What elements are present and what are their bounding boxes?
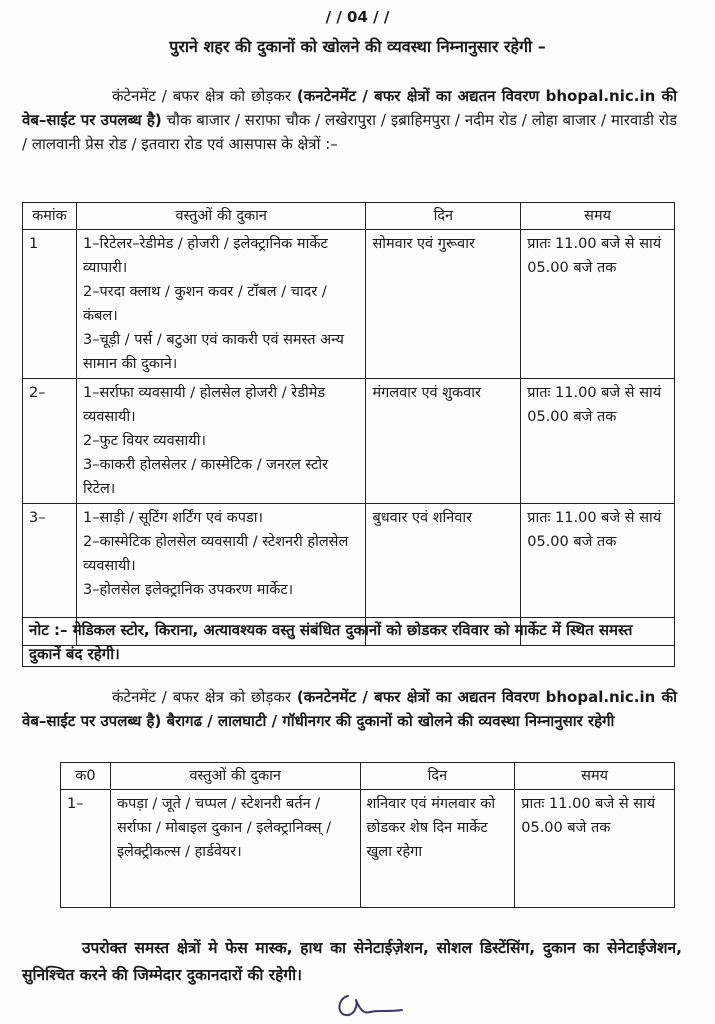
row-number: 1 [23, 230, 77, 379]
section2-intro-bold: (कनटेनमेंट / बफर क्षेत्रों का अद्यतन विवरण bhopal.nic.in की वेब–साईट पर उपलब्ध है) बैरागढ / लालघाटी / गॉधीनगर की दुकानों को खोलने की व्यवस्था निम्नानुसार रहेगी [22, 688, 677, 730]
shop-item: 1–रिटेलर–रेडीमेड / होजरी / इलेक्ट्रानिक मार्केट व्यापारी। [82, 236, 328, 276]
section1-note: नोट :– मेडिकल स्टोर, किराना, अत्यावश्यक वस्तु संबंधित दुकानों को छोडकर रविवार को मार्केट में स्थित समस्त दुकानें बंद रहेगी। [22, 617, 675, 667]
row-number: 3– [23, 504, 77, 646]
row-time: प्रातः 11.00 बजे से सायं 05.00 बजे तक [515, 790, 675, 908]
col-header-day: दिन [366, 203, 521, 230]
page-heading: पुराने शहर की दुकानों को खोलने की व्यवस्था निम्नानुसार रहेगी – [169, 37, 546, 56]
page-number: / / 04 / / [325, 8, 390, 26]
col-header-time: समय [515, 763, 675, 790]
col-header-shops: वस्तुओं की दुकान [110, 763, 360, 790]
section2-table [60, 762, 675, 908]
shop-item: 1–साड़ी / सूटिंग शर्टिंग एवं कपडा। [82, 510, 264, 526]
section1-intro-tail: चौक बाजार / सराफा चौक / लखेरापुरा / इब्राहिमपुरा / नदीम रोड / लोहा बाजार / मारवाडी रोड / लालवानी प्रेस रोड / इतवारा रोड एवं आसपास के क्षेत्रों :– [22, 111, 677, 153]
shop-item: 2–परदा क्लाथ / कुशन कवर / टॉबल / चादर / कंबल। [82, 284, 327, 324]
footer-text: उपरोक्त समस्त क्षेत्रों मे फेस मास्क, हाथ का सेनेटाईज़ेशन, सोशल डिस्टेंसिंग, दुकान का सेनेटाईजेशन, सुनिश्चित करने की जिम्मेदार दुकानदारों की रहेगी। [22, 939, 682, 984]
row-time: प्रातः 11.00 बजे से सायं 05.00 बजे तक [521, 230, 675, 379]
row-day: शनिवार एवं मंगलवार को छोडकर शेष दिन मार्केट खुला रहेगा [360, 790, 515, 908]
section2-intro [22, 685, 677, 733]
section1-intro-lead: कंटेनमेंट / बफर क्षेत्र को छोड़कर [112, 87, 292, 105]
shop-item: 3–होलसेल इलेक्ट्रानिक उपकरण मार्केट। [82, 582, 294, 598]
row-day: बुधवार एवं शनिवार [366, 504, 521, 646]
col-header-shops: वस्तुओं की दुकान [76, 203, 365, 230]
table-row [61, 790, 675, 908]
section2-table-header [61, 763, 675, 790]
section1-table-header [23, 203, 675, 230]
table-row [23, 379, 675, 504]
row-time: प्रातः 11.00 बजे से सायं 05.00 बजे तक [521, 504, 675, 646]
shop-item: 1–सर्राफा व्यवसायी / होलसेल होजरी / रेडीमेड व्यवसायी। [82, 385, 326, 425]
col-header-day: दिन [360, 763, 515, 790]
row-day: मंगलवार एवं शुकवार [366, 379, 521, 504]
row-number: 2– [23, 379, 77, 504]
shop-item: 2–कास्मेटिक होलसेल व्यवसायी / स्टेशनरी होलसेल व्यवसायी। [82, 534, 349, 574]
shop-item: 3–चूड़ी / पर्स / बटुआ एवं काकरी एवं समस्त अन्य सामान की दुकाने। [82, 332, 344, 372]
section1-table [22, 202, 675, 646]
footer-instruction [22, 935, 682, 989]
row-shops: कपड़ा / जूते / चप्पल / स्टेशनरी बर्तन / सर्राफा / मोबाइल दुकान / इलेक्ट्रानिक्स् / इलेक्ट्रीकल्स / हार्डवेयर। [110, 790, 360, 908]
section1-intro [22, 84, 677, 156]
row-shops [76, 379, 365, 504]
row-day: सोमवार एवं गुरूवार [366, 230, 521, 379]
col-header-number: क0 [61, 763, 111, 790]
row-time: प्रातः 11.00 बजे से सायं 05.00 बजे तक [521, 379, 675, 504]
col-header-time: समय [521, 203, 675, 230]
section1-intro-bold: (कनटेनमेंट / बफर क्षेत्रों का अद्यतन विवरण bhopal.nic.in की वेब–साईट पर उपलब्ध है) [22, 87, 677, 129]
col-header-number: कमांक [23, 203, 77, 230]
section2-intro-lead: कंटेनमेंट / बफर क्षेत्र को छोड़कर [112, 688, 292, 706]
shop-item: 3–काकरी होलसेलर / कास्मेटिक / जनरल स्टोर रिटेल। [82, 457, 329, 497]
signature-icon [330, 988, 410, 1020]
shop-item: 2–फुट वियर व्यवसायी। [82, 433, 206, 449]
row-number: 1– [61, 790, 111, 908]
table-row [23, 230, 675, 379]
row-shops [76, 230, 365, 379]
